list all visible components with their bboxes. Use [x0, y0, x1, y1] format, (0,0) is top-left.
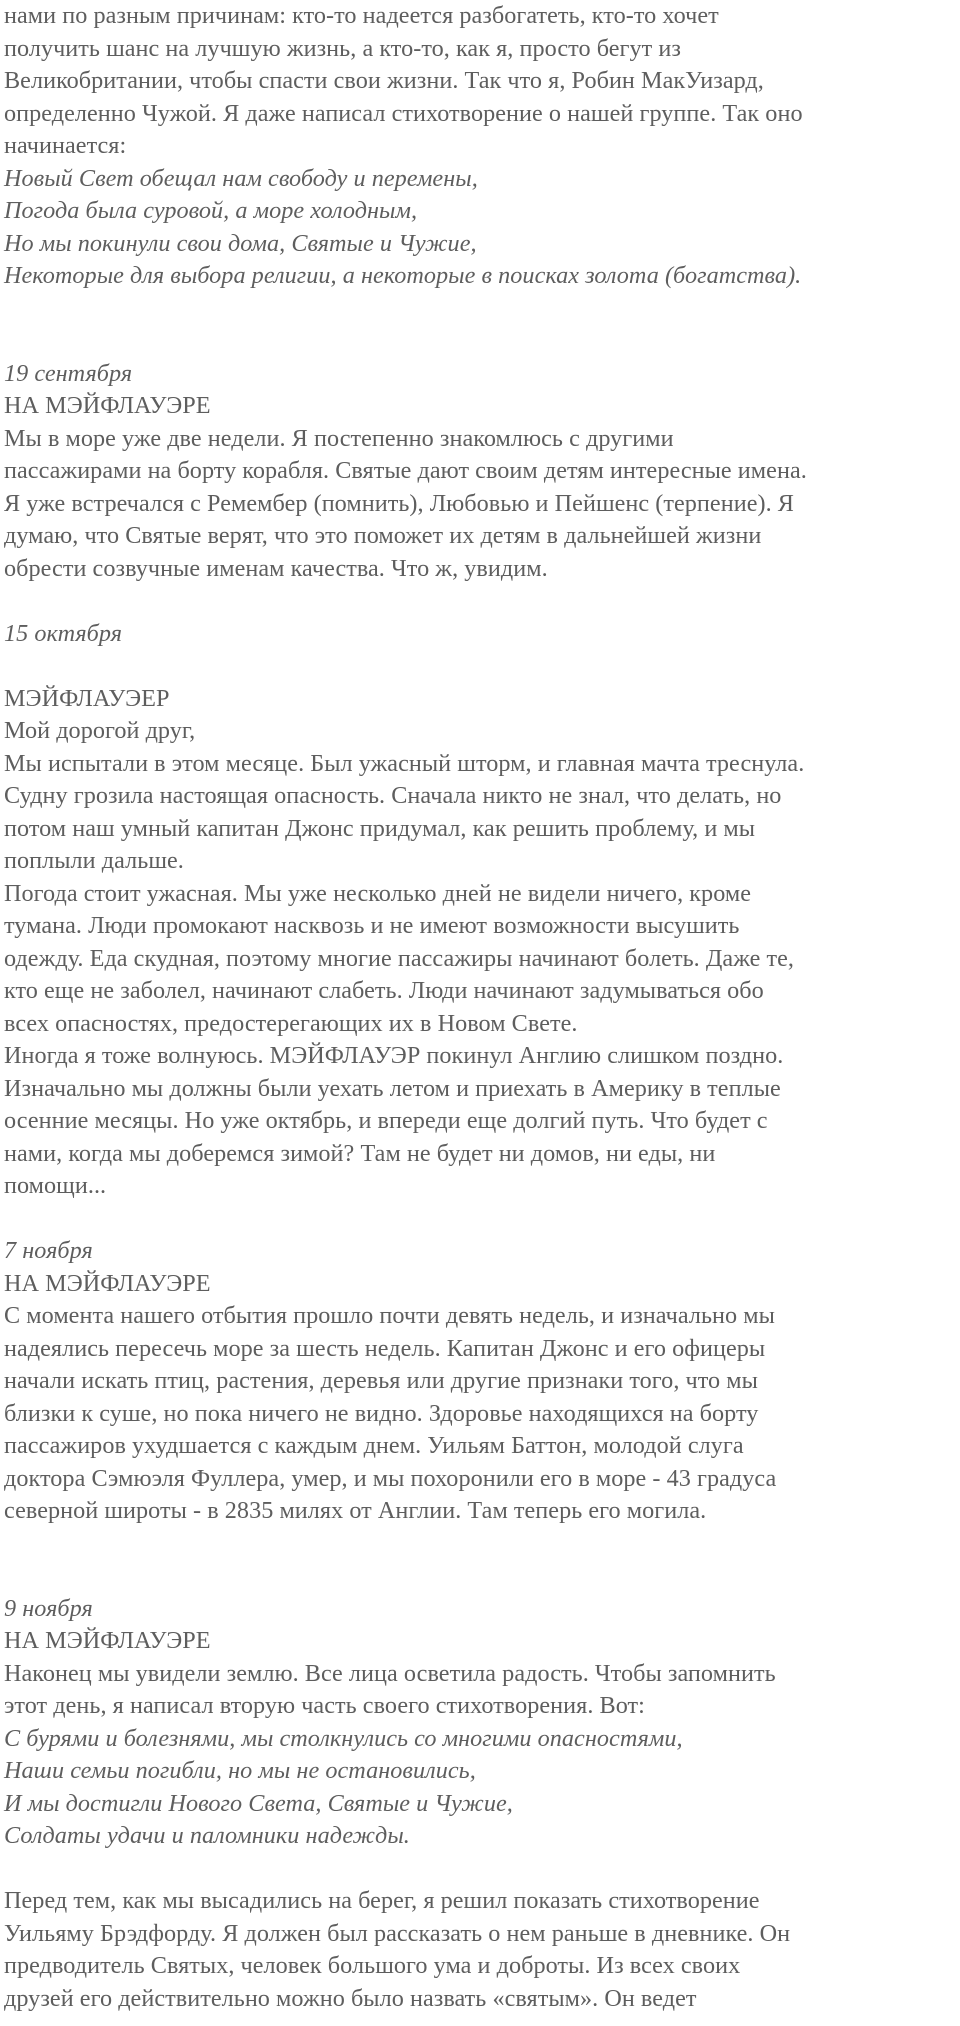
text-line: Я уже встречался с Ремембер (помнить), Любовью и Пейшенс (терпение). Я — [4, 489, 794, 517]
text-line: Уильяму Брэдфорду. Я должен был рассказать о нем раньше в дневнике. Он — [4, 1919, 791, 1947]
entry-location — [4, 1268, 956, 1301]
text-line: получить шанс на лучшую жизнь, а кто-то, как я, просто бегут из — [4, 34, 681, 62]
poem-stanza — [4, 1723, 956, 1853]
text-line: одежду. Еда скудная, поэтому многие пассажиры начинают болеть. Даже те, — [4, 944, 795, 972]
text-line: Перед тем, как мы высадились на берег, я решил показать стихотворение — [4, 1887, 760, 1914]
entry-date — [4, 1593, 956, 1626]
text-line: Погода стоит ужасная. Мы уже несколько дней не видели ничего, кроме — [4, 879, 752, 907]
text-line: Мой дорогой друг, — [4, 717, 196, 744]
text-line: потом наш умный капитан Джонс придумал, как решить проблему, и мы — [4, 814, 756, 842]
location-line: МЭЙФЛАУЭЕР — [4, 684, 170, 712]
text-line: нами по разным причинам: кто-то надеется разбогатеть, кто-то хочет — [4, 2, 719, 29]
paragraph — [4, 423, 956, 586]
text-line: Мы испытали в этом месяце. Был ужасный шторм, и главная мачта треснула. — [4, 749, 805, 777]
text-line: надеялись пересечь море за шесть недель. Капитан Джонс и его офицеры — [4, 1334, 766, 1362]
date-line: 9 ноября — [4, 1594, 93, 1622]
paragraph — [4, 1885, 956, 2015]
text-line: Великобритании, чтобы спасти свои жизни. Так что я, Робин МакУизард, — [4, 67, 764, 94]
text-line: этот день, я написал вторую часть своего стихотворения. Вот: — [4, 1692, 645, 1719]
entry-date — [4, 618, 956, 651]
poem-line: Но мы покинули свои дома, Святые и Чужие, — [4, 229, 477, 257]
text-line: всех опасностях, предостерегающих их в Новом Свете. — [4, 1009, 578, 1037]
blank-space — [4, 1528, 956, 1593]
text-line: пассажирами на борту корабля. Святые дают своим детям интересные имена. — [4, 457, 807, 484]
poem-line: Новый Свет обещал нам свободу и перемены, — [4, 164, 478, 192]
text-line: кто еще не заболел, начинают слабеть. Люди начинают задумываться обо — [4, 977, 764, 1004]
blank-space — [4, 650, 956, 683]
location-line: НА МЭЙФЛАУЭРЕ — [4, 392, 211, 419]
text-line: Иногда я тоже волнуюсь. МЭЙФЛАУЭР покинул Англию слишком поздно. — [4, 1042, 784, 1069]
poem-line: Некоторые для выбора религии, а некоторые в поисках золота (богатства). — [4, 262, 802, 289]
text-line: поплыли дальше. — [4, 847, 184, 874]
text-line: Мы в море уже две недели. Я постепенно знакомлюсь с другими — [4, 424, 674, 452]
text-line: пассажиров ухудшается с каждым днем. Уильям Баттон, молодой слуга — [4, 1432, 744, 1459]
text-line: С момента нашего отбытия прошло почти девять недель, и изначально мы — [4, 1302, 775, 1329]
location-line: НА МЭЙФЛАУЭРЕ — [4, 1627, 211, 1654]
paragraph — [4, 715, 956, 1203]
entry-date — [4, 1235, 956, 1268]
poem-line: С бурями и болезнями, мы столкнулись со многими опасностями, — [4, 1724, 683, 1752]
text-line: начинается: — [4, 132, 127, 159]
paragraph — [4, 1658, 956, 1723]
diary-document — [4, 0, 956, 2015]
paragraph — [4, 1300, 956, 1528]
poem-line: И мы достигли Нового Света, Святые и Чужие, — [4, 1789, 513, 1817]
text-line: доктора Сэмюэля Фуллера, умер, и мы похоронили его в море - 43 градуса — [4, 1464, 777, 1492]
blank-space — [4, 1203, 956, 1236]
date-line: 19 сентября — [4, 359, 133, 387]
text-line: обрести созвучные именам качества. Что ж, увидим. — [4, 554, 548, 582]
text-line: близки к суше, но пока ничего не видно. Здоровье находящихся на борту — [4, 1399, 759, 1427]
text-line: помощи... — [4, 1172, 107, 1199]
text-line: северной широты - в 2835 милях от Англии. Там теперь его могила. — [4, 1497, 707, 1524]
entry-location — [4, 683, 956, 716]
location-line: НА МЭЙФЛАУЭРЕ — [4, 1269, 211, 1297]
text-line: думаю, что Святые верят, что это поможет их детям в дальнейшей жизни — [4, 522, 762, 549]
text-line: Изначально мы должны были уехать летом и приехать в Америку в теплые — [4, 1074, 781, 1102]
text-line: начали искать птиц, растения, деревья или другие признаки того, что мы — [4, 1367, 758, 1394]
entry-location — [4, 390, 956, 423]
poem-stanza — [4, 163, 956, 293]
blank-space — [4, 293, 956, 358]
text-line: определенно Чужой. Я даже написал стихотворение о нашей группе. Так оно — [4, 99, 803, 127]
blank-space — [4, 1853, 956, 1886]
poem-line: Солдаты удачи и паломники надежды. — [4, 1822, 410, 1849]
date-line: 7 ноября — [4, 1237, 93, 1264]
text-line: тумана. Люди промокают насквозь и не имеют возможности высушить — [4, 912, 740, 939]
text-line: осенние месяцы. Но уже октябрь, и впереди еще долгий путь. Что будет с — [4, 1107, 768, 1134]
blank-space — [4, 585, 956, 618]
date-line: 15 октября — [4, 619, 123, 647]
text-line: друзей его действительно можно было назвать «святым». Он ведет — [4, 1984, 697, 2012]
text-line: Наконец мы увидели землю. Все лица осветила радость. Чтобы запомнить — [4, 1659, 776, 1687]
entry-date — [4, 358, 956, 391]
poem-line: Наши семьи погибли, но мы не остановились, — [4, 1757, 476, 1784]
text-line: нами, когда мы доберемся зимой? Там не будет ни домов, ни еды, ни — [4, 1139, 716, 1167]
paragraph — [4, 0, 956, 163]
poem-line: Погода была суровой, а море холодным, — [4, 197, 418, 224]
text-line: предводитель Святых, человек большого ума и доброты. Из всех своих — [4, 1952, 741, 1979]
entry-location — [4, 1625, 956, 1658]
text-line: Судну грозила настоящая опасность. Сначала никто не знал, что делать, но — [4, 782, 782, 809]
